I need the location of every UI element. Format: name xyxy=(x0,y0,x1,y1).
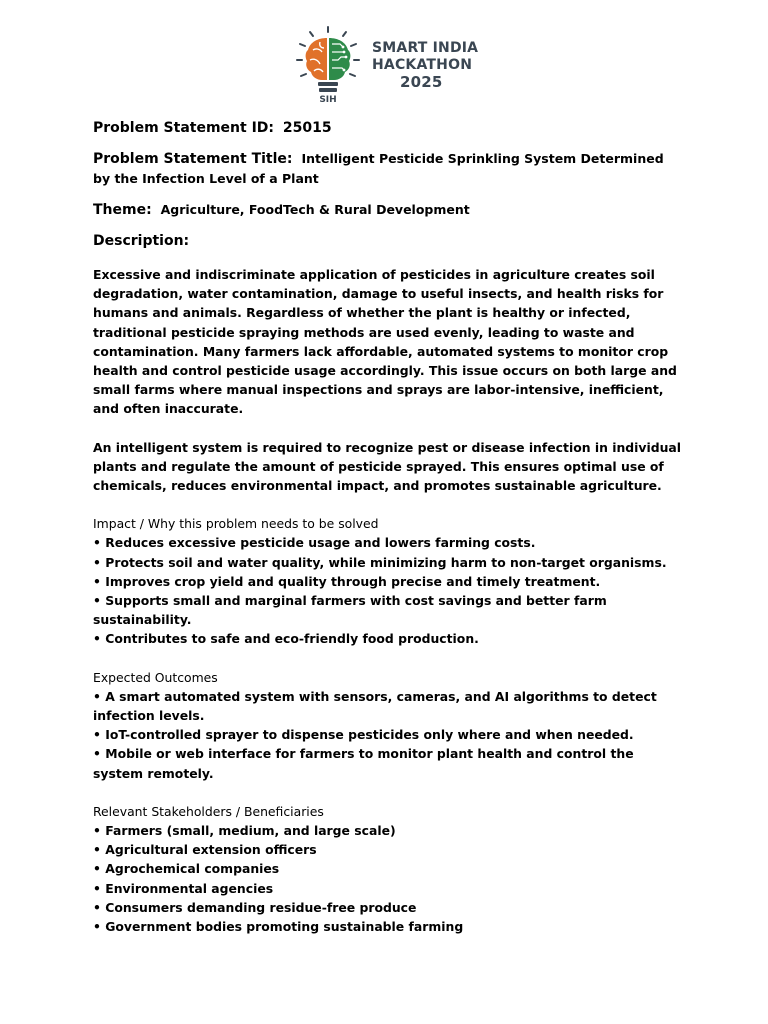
list-item: • Consumers demanding residue-free produce xyxy=(93,899,417,915)
outcomes-heading: Expected Outcomes xyxy=(93,669,218,685)
problem-title-label: Problem Statement Title: xyxy=(93,151,293,167)
stakeholders-list xyxy=(93,821,683,936)
impact-list xyxy=(93,533,683,648)
description-heading: Description: xyxy=(93,233,190,249)
problem-title-row xyxy=(93,149,668,189)
list-item: • Protects soil and water quality, while minimizing harm to non-target organisms. xyxy=(93,554,667,570)
outcomes-list xyxy=(93,687,683,783)
problem-title-value: Intelligent Pesticide Sprinkling System Determined by the Infection Level of a Plant xyxy=(93,151,664,186)
logo-badge: SIH xyxy=(319,95,337,105)
list-item: • Contributes to safe and eco-friendly food production. xyxy=(93,631,479,647)
list-item: • Agricultural extension officers xyxy=(93,842,317,858)
list-item: • A smart automated system with sensors, cameras, and AI algorithms to detect infection levels. xyxy=(93,688,657,724)
list-item: • IoT-controlled sprayer to dispense pesticides only where and when needed. xyxy=(93,727,634,743)
list-item: • Environmental agencies xyxy=(93,880,274,896)
stakeholders-heading: Relevant Stakeholders / Beneficiaries xyxy=(93,803,324,819)
description-paragraph-2: An intelligent system is required to recognize pest or disease infection in individual plants and regulate the amount of pesticide sprayed. This ensures optimal use of chemicals, reduces environmental impact, and promotes sustainable agriculture. xyxy=(93,439,682,494)
list-item: • Agrochemical companies xyxy=(93,861,280,877)
logo-wordmark xyxy=(372,40,479,91)
lightbulb-brain-icon xyxy=(296,26,360,106)
impact-heading: Impact / Why this problem needs to be solved xyxy=(93,516,379,532)
problem-id-label: Problem Statement ID: xyxy=(93,120,275,136)
theme-value: Agriculture, FoodTech & Rural Development xyxy=(160,202,470,217)
theme-row xyxy=(93,200,683,220)
description-paragraph-1: Excessive and indiscriminate application of pesticides in agriculture creates soil degradation, water contamination, damage to useful insects, and health risks for humans and animals. Regardless of whether the plant is healthy or infected, traditional pesticide spraying methods are used evenly, leading to waste and contamination. Many farmers lack affordable, automated systems to monitor crop health and control pesticide usage accordingly. This issue occurs on both large and small farms where manual inspections and sprays are labor-intensive, inefficient, and often inaccurate. xyxy=(93,267,677,417)
list-item: • Improves crop yield and quality through precise and timely treatment. xyxy=(93,573,601,589)
logo-line-2: HACKATHON xyxy=(372,57,473,73)
problem-id-value: 25015 xyxy=(282,120,332,136)
list-item: • Mobile or web interface for farmers to monitor plant health and control the system remotely. xyxy=(93,746,634,781)
logo-line-1: SMART INDIA xyxy=(372,40,479,56)
sih-logo xyxy=(296,26,479,106)
list-item: • Farmers (small, medium, and large scale) xyxy=(93,823,396,839)
list-item: • Reduces excessive pesticide usage and lowers farming costs. xyxy=(93,535,536,551)
logo-line-3: 2025 xyxy=(400,73,443,91)
problem-id-row xyxy=(93,118,683,138)
list-item: • Government bodies promoting sustainable farming xyxy=(93,919,464,935)
theme-label: Theme: xyxy=(93,202,152,218)
list-item: • Supports small and marginal farmers with cost savings and better farm sustainability. xyxy=(93,593,607,628)
document-content xyxy=(93,118,683,936)
